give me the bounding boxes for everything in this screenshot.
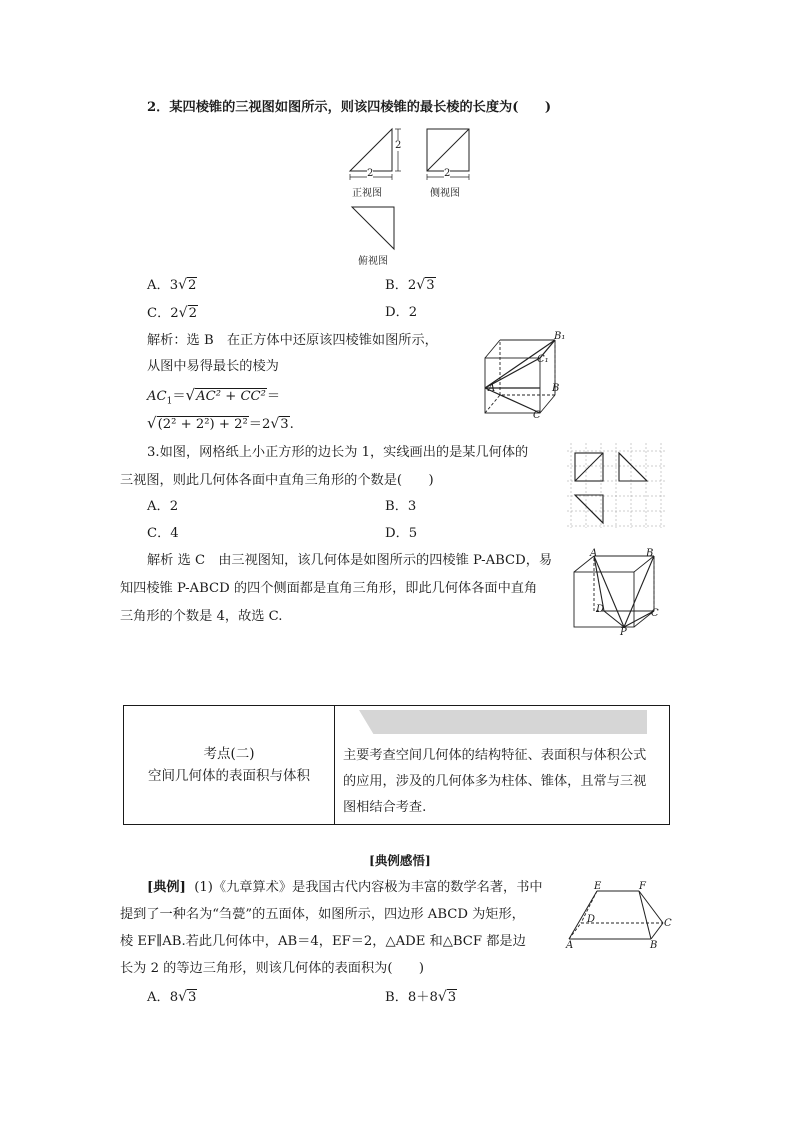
q3-solution-line3: 三角形的个数是 4，故选 C. xyxy=(120,609,283,624)
q3-grid-figure xyxy=(567,443,667,528)
dianli-heading: [典例感悟] xyxy=(369,853,431,868)
dianli-line4: 长为 2 的等边三角形，则该几何体的表面积为( ) xyxy=(120,961,424,976)
q2-stem: 2．某四棱锥的三视图如图所示，则该四棱锥的最长棱的长度为( ) xyxy=(147,100,552,115)
q3-option-a[interactable]: A．2 xyxy=(147,499,179,514)
front-dim-width: 2 xyxy=(367,168,374,179)
q3-stem-line1: 3.如图，网格纸上小正方形的边长为 1，实线画出的是某几何体的 xyxy=(147,445,529,460)
dianli-label-c: C xyxy=(664,918,672,929)
top-view-caption: 俯视图 xyxy=(358,256,388,267)
q3-solution-line2: 知四棱锥 P-ABCD 的四个侧面都是直角三角形，即此几何体各面中直角 xyxy=(120,581,538,596)
q3-option-c[interactable]: C．4 xyxy=(147,526,179,541)
q3-option-b[interactable]: B．3 xyxy=(385,499,417,514)
q2-label-a: A xyxy=(488,383,496,394)
q2-solution-line1: 解析：选 B 在正方体中还原该四棱锥如图所示， xyxy=(147,333,438,348)
dianli-line1: [典例] (1)《九章算术》是我国古代内容极为丰富的数学名著，书中 xyxy=(147,880,543,895)
q3-label-a: A xyxy=(590,548,598,559)
kaodian-title1: 考点(二) xyxy=(203,746,255,762)
q2-solution-line3: $AC_1=√AC^2 + CC^2=$ xyxy=(147,386,281,407)
q3-solution-line1: 解析 选 C 由三视图知，该几何体是如图所示的四棱锥 P-ABCD，易 xyxy=(147,553,553,568)
dianli-option-b[interactable]: B．8＋8√3 xyxy=(385,989,457,1005)
front-view-caption: 正视图 xyxy=(352,188,382,199)
q2-cube-figure xyxy=(480,333,570,423)
q3-stem-line2: 三视图，则此几何体各面中直角三角形的个数是( ) xyxy=(120,473,434,488)
q2-solution-line2: 从图中易得最长的棱为 xyxy=(147,359,279,374)
q3-option-d[interactable]: D．5 xyxy=(385,526,418,541)
kaodian-decor-bar xyxy=(359,710,647,734)
q2-option-d[interactable]: D．2 xyxy=(385,305,418,320)
kaodian-title2: 空间几何体的表面积与体积 xyxy=(148,768,310,784)
q3-label-c: C xyxy=(651,608,659,619)
q2-label-c: C xyxy=(533,410,541,421)
dianli-line3: 棱 EF∥AB.若此几何体中，AB＝4，EF＝2，△ADE 和△BCF 都是边 xyxy=(120,934,526,949)
front-dim-height: 2 xyxy=(395,140,402,151)
side-view-caption: 侧视图 xyxy=(430,188,460,199)
q2-option-a[interactable]: A．3√2 xyxy=(147,277,197,293)
kaodian-title-cell xyxy=(124,706,335,825)
dianli-label-a: A xyxy=(566,940,574,951)
dianli-label-f: F xyxy=(639,881,646,892)
q3-pyramid-figure xyxy=(567,550,667,635)
kaodian-desc-cell xyxy=(335,706,670,825)
dianli-figure xyxy=(565,883,675,948)
dianli-label-d: D xyxy=(587,914,596,925)
kaodian-desc-line2: 的应用，涉及的几何体多为柱体、锥体，且常与三视 xyxy=(343,774,647,789)
kaodian-desc-line1: 主要考查空间几何体的结构特征、表面积与体积公式 xyxy=(343,748,647,763)
q3-label-p: P xyxy=(620,627,627,638)
dianli-line2: 提到了一种名为“刍甍”的五面体，如图所示，四边形 ABCD 为矩形， xyxy=(120,907,525,922)
q2-label-b1: B₁ xyxy=(554,331,566,342)
dianli-option-a[interactable]: A．8√3 xyxy=(147,989,197,1005)
side-dim-width: 2 xyxy=(444,168,451,179)
q2-solution-line4: √(2² + 2²) + 2²＝2√3. xyxy=(147,414,294,432)
kaodian-table xyxy=(123,705,670,825)
q2-option-c[interactable]: C．2√2 xyxy=(147,305,197,321)
q2-option-b[interactable]: B．2√3 xyxy=(385,277,435,293)
top-view-figure xyxy=(349,204,399,254)
side-view-figure xyxy=(423,125,483,185)
q3-label-b: B xyxy=(646,548,654,559)
q2-label-c1: C₁ xyxy=(537,354,549,365)
front-view-figure xyxy=(345,125,405,185)
dianli-label-e: E xyxy=(594,881,602,892)
q2-label-b: B xyxy=(552,383,560,394)
q3-label-d: D xyxy=(596,604,605,615)
kaodian-desc-line3: 图相结合考查. xyxy=(343,800,427,815)
dianli-label-b: B xyxy=(650,940,658,951)
